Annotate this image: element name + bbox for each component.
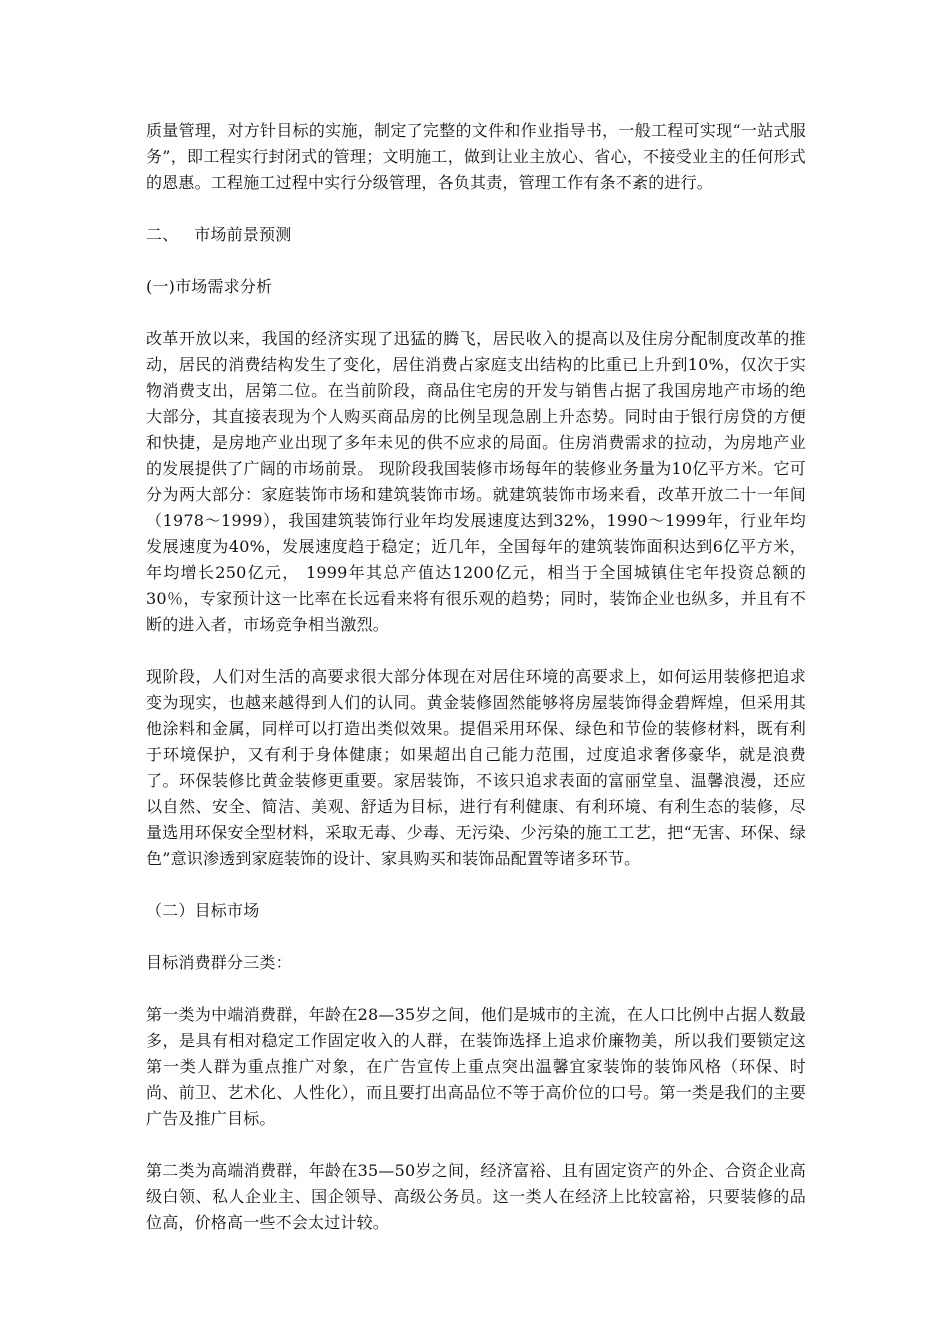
- heading-demand-analysis: (一)市场需求分析: [146, 277, 273, 296]
- document-page: [146, 118, 806, 1236]
- paragraph-environment: 现阶段，人们对生活的高要求很大部分体现在对居住环境的高要求上，如何运用装修把追求变为现实，也越来越得到人们的认同。黄金装修固然能够将房屋装饰得金碧辉煌，但采用其他涂料和金属，同样可以打造出类似效果。提倡采用环保、绿色和节俭的装修材料，既有利于环境保护，又有利于身体健康；如果超出自己能力范围，过度追求奢侈豪华，就是浪费了。环保装修比黄金装修更重要。家居装饰，不该只追求表面的富丽堂皇、温馨浪漫，还应以自然、安全、简洁、美观、舒适为目标，进行有利健康、有利环境、有利生态的装修，尽量选用环保安全型材料，采取无毒、少毒、无污染、少污染的施工工艺，把“无害、环保、绿色”意识渗透到家庭装饰的设计、家具购买和装饰品配置等诸多环节。: [146, 667, 806, 868]
- heading-target-market: （二）目标市场: [146, 901, 260, 920]
- paragraph-target-intro: 目标消费群分三类：: [146, 953, 292, 972]
- paragraph-consumer-group-2: 第二类为高端消费群，年龄在35—50岁之间，经济富裕、且有固定资产的外企、合资企业高级白领、私人企业主、国企领导、高级公务员。这一类人在经济上比较富裕，只要装修的品位高，价格高一些不会太过计较。: [146, 1161, 806, 1232]
- paragraph-demand-analysis: 改革开放以来，我国的经济实现了迅猛的腾飞，居民收入的提高以及住房分配制度改革的推动，居民的消费结构发生了变化，居住消费占家庭支出结构的比重已上升到10%，仅次于实物消费支出，居第二位。在当前阶段，商品住宅房的开发与销售占据了我国房地产市场的绝大部分，其直接表现为个人购买商品房的比例呈现急剧上升态势。同时由于银行房贷的方便和快捷，是房地产业出现了多年未见的供不应求的局面。住房消费需求的拉动，为房地产业的发展提供了广阔的市场前景。 现阶段我国装修市场每年的装修业务量为10亿平方米。它可分为两大部分：家庭装饰市场和建筑装饰市场。就建筑装饰市场来看，改革开放二十一年间（1978～1999），我国建筑装饰行业年均发展速度达到32%，1990～1999年，行业年均发展速度为40%，发展速度趋于稳定；近几年，全国每年的建筑装饰面积达到6亿平方米，年均增长250亿元， 1999年其总产值达1200亿元，相当于全国城镇住宅年投资总额的30％，专家预计这一比率在长远看来将有很乐观的趋势；同时，装饰企业也纵多，并且有不断的进入者，市场竞争相当激烈。: [146, 329, 806, 634]
- paragraph-consumer-group-1: 第一类为中端消费群，年龄在28—35岁之间，他们是城市的主流，在人口比例中占据人数最多，是具有相对稳定工作固定收入的人群，在装饰选择上追求价廉物美，所以我们要锁定这第一类人群为重点推广对象，在广告宣传上重点突出温馨宜家装饰的装饰风格（环保、时尚、前卫、艺术化、人性化），而且要打出高品位不等于高价位的口号。第一类是我们的主要广告及推广目标。: [146, 1005, 806, 1128]
- heading-market-forecast: 二、 市场前景预测: [146, 225, 292, 244]
- paragraph-quality-management: 质量管理，对方针目标的实施，制定了完整的文件和作业指导书，一般工程可实现“一站式服务”，即工程实行封闭式的管理；文明施工，做到让业主放心、省心，不接受业主的任何形式的恩惠。工程施工过程中实行分级管理，各负其责，管理工作有条不紊的进行。: [146, 121, 806, 192]
